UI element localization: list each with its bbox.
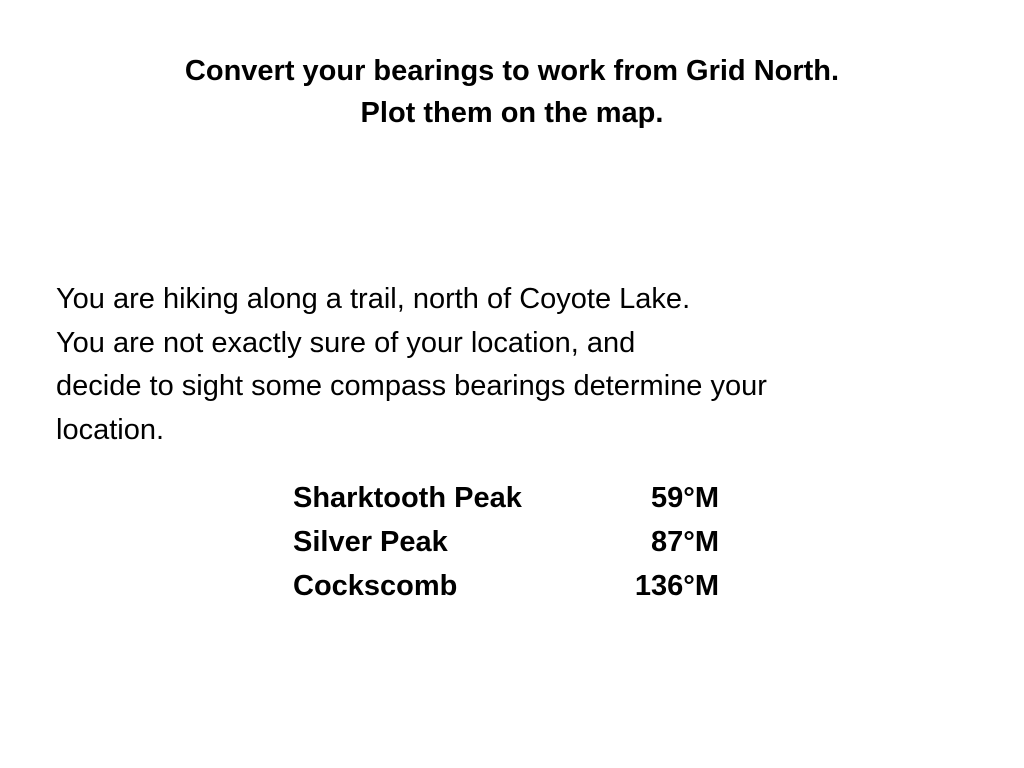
paragraph-line-4: location.: [56, 413, 165, 446]
slide-title: [0, 50, 1024, 134]
bearing-value: 87°M: [650, 526, 719, 558]
paragraph-line-1: You are hiking along a trail, north of Coyote Lake.: [56, 283, 691, 315]
title-line-2: Plot them on the map.: [360, 97, 664, 129]
title-line-1: Convert your bearings to work from Grid North.: [184, 55, 840, 87]
bearing-landmark-name: Silver Peak: [293, 526, 448, 558]
bearing-landmark-name: Sharktooth Peak: [293, 482, 522, 514]
bearing-row-cockscomb: [293, 564, 719, 608]
scenario-paragraph: [56, 278, 996, 452]
bearings-list: [293, 476, 719, 608]
bearing-value: 59°M: [650, 482, 719, 514]
bearing-row-silver-peak: [293, 520, 719, 564]
paragraph-line-2: You are not exactly sure of your location, and: [56, 326, 636, 359]
bearing-value: 136°M: [634, 570, 719, 602]
bearing-landmark-name: Cockscomb: [293, 570, 458, 602]
paragraph-line-3: decide to sight some compass bearings determine your: [56, 370, 767, 402]
bearing-row-sharktooth-peak: [293, 476, 719, 520]
